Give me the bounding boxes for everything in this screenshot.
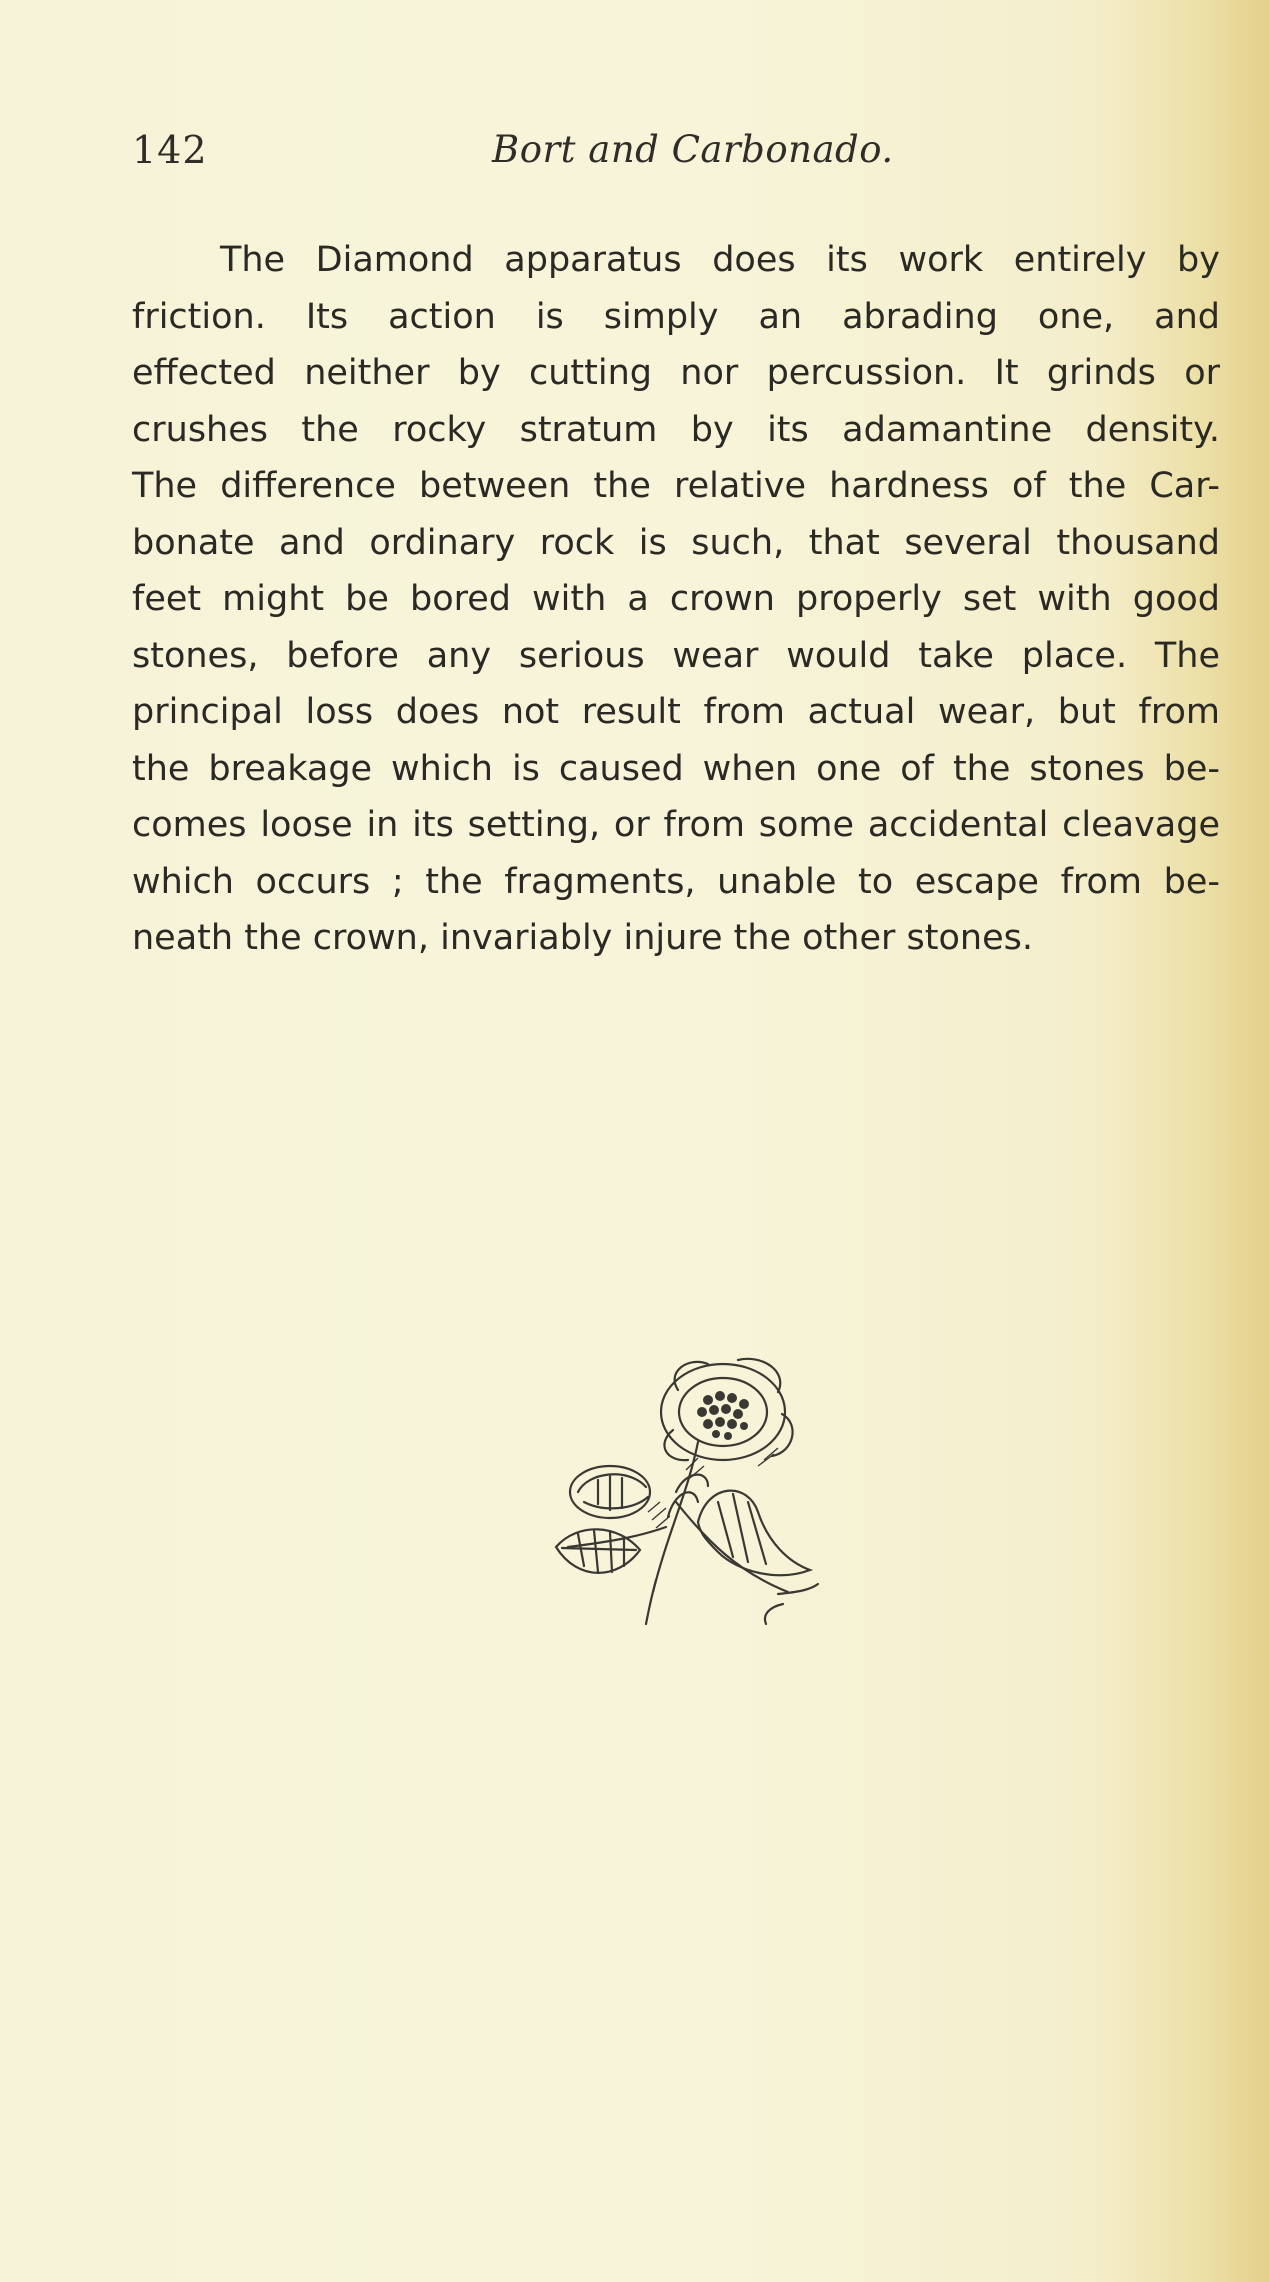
- running-head: [132, 128, 1212, 188]
- text-line: principal loss does not result from actual wear, but from: [132, 692, 1220, 732]
- body-paragraph: [132, 232, 1220, 967]
- page-number: 142: [132, 128, 208, 172]
- text-line: The Diamond apparatus does its work entirely by: [220, 240, 1220, 280]
- floral-tailpiece-icon: [548, 1352, 830, 1632]
- text-line: bonate and ordinary rock is such, that several thousand: [132, 522, 1220, 563]
- text-line: The difference between the relative hardness of the Car-: [132, 466, 1220, 506]
- text-line: effected neither by cutting nor percussion. It grinds or: [132, 353, 1220, 393]
- text-line: stones, before any serious wear would take place. The: [132, 635, 1220, 676]
- text-line: feet might be bored with a crown properly set with good: [132, 579, 1220, 619]
- text-line: comes loose in its setting, or from some accidental cleavage: [132, 805, 1220, 845]
- text-line: which occurs ; the fragments, unable to escape from be-: [132, 861, 1220, 902]
- running-title: Bort and Carbonado.: [492, 128, 894, 171]
- text-line: neath the crown, invariably injure the other stones.: [132, 918, 1033, 958]
- text-line: crushes the rocky stratum by its adamantine density.: [132, 409, 1220, 450]
- text-line: the breakage which is caused when one of the stones be-: [132, 748, 1220, 789]
- text-line: friction. Its action is simply an abrading one, and: [132, 296, 1220, 337]
